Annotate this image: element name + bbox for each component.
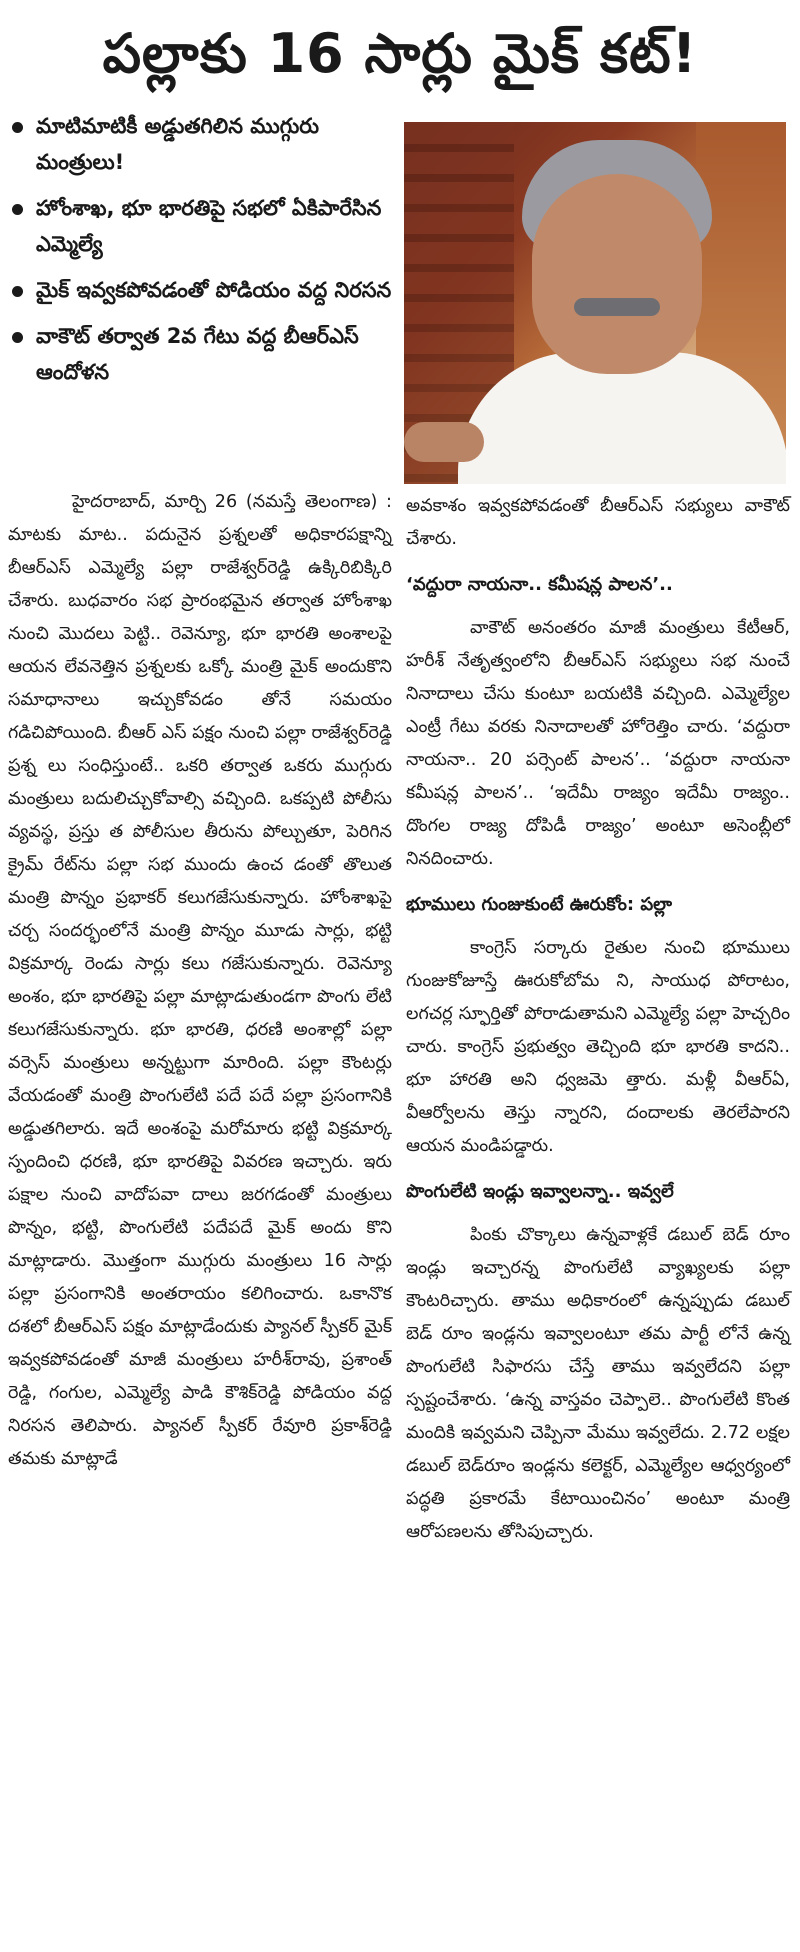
highlights-list — [8, 108, 400, 400]
highlight-item: హోంశాఖ, భూ భారతిపై సభలో ఏకిపారేసిన ఎమ్మెల్యే — [8, 190, 400, 262]
article-paragraph: కాంగ్రెస్ సర్కారు రైతుల నుంచి భూములు గుంజుకోజూస్తే ఊరుకోబోమ ని, సాయుధ పోరాటం, లగచర్ల స్ఫూర్తితో పోరాడుతామని ఎమ్మెల్యే పల్లా హెచ్చరిం చారు. కాంగ్రెస్ ప్రభుత్వం తెచ్చింది భూ భారతి కాదని.. భూ హారతి అని ధ్వజమె త్తారు. మళ్లీ వీఆర్ఏ, వీఆర్వోలను తెస్తు న్నారని, దందాలకు తెరలేపారని ఆయన మండిపడ్డారు. — [406, 938, 790, 1156]
highlight-item: మైక్ ఇవ్వకపోవడంతో పోడియం వద్ద నిరసన — [8, 272, 400, 308]
article-paragraph: పింకు చొక్కాలు ఉన్నవాళ్లకే డబుల్ బెడ్ రూం ఇండ్లు ఇచ్చారన్న పొంగులేటి వ్యాఖ్యలకు పల్లా కౌంటరిచ్చారు. తాము అధికారంలో ఉన్నప్పుడు డబుల్ బెడ్ రూం ఇండ్లను ఇవ్వాలంటూ తమ పార్టీ లోనే ఉన్న పొంగులేటి సిఫారసు చేస్తే తాము ఇవ్వలేదని పల్లా స్పష్టంచేశారు. ‘ఉన్న వాస్తవం చెప్పాలె.. పొంగులేటి కొంత మందికి ఇవ్వమని చెప్పినా మేము ఇవ్వలేదు. 2.72 లక్షల డబుల్ బెడ్‌రూం ఇండ్లను కలెక్టర్, ఎమ్మెల్యేల ఆధ్వర్యంలో పద్ధతి ప్రకారమే కేటాయించినం’ అంటూ మంత్రి ఆరోపణలను తోసిపుచ్చారు. — [406, 1225, 790, 1542]
article-paragraph: వాకౌట్ అనంతరం మాజీ మంత్రులు కేటీఆర్, హరీశ్ నేతృత్వంలోని బీఆర్ఎస్ సభ్యులు సభ నుంచే నినాదాలు చేసు కుంటూ బయటికి వచ్చింది. ఎమ్మెల్యేల ఎంట్రీ గేటు వరకు నినాదాలతో హోరెత్తిం చారు. ‘వద్దురా నాయనా.. 20 పర్సెంట్ పాలన’.. ‘వద్దురా నాయనా కమీషన్ల పాలన’.. ‘ఇదేమీ రాజ్యం ఇదేమీ రాజ్యం.. దొంగల రాజ్య దోపిడీ రాజ్యం’ అంటూ అసెంబ్లీలో నినదించారు. — [406, 618, 790, 869]
article-left-column — [8, 486, 392, 1484]
highlight-item: వాకౌట్ తర్వాత 2వ గేటు వద్ద బీఆర్ఎస్ ఆందోళన — [8, 318, 400, 390]
headline: పల్లాకు 16 సార్లు మైక్ కట్! — [102, 22, 698, 85]
article-right-column — [406, 490, 790, 1557]
section-heading: పొంగులేటి ఇండ్లు ఇవ్వాలన్నా.. ఇవ్వలే — [406, 1181, 674, 1202]
person-photo — [404, 122, 786, 484]
article-paragraph: అవకాశం ఇవ్వకపోవడంతో బీఆర్ఎస్ సభ్యులు వాకౌట్ చేశారు. — [406, 496, 790, 549]
section-heading: భూములు గుంజుకుంటే ఊరుకోం: పల్లా — [406, 894, 672, 915]
photo-face — [532, 174, 702, 374]
section-heading: ‘వద్దురా నాయనా.. కమీషన్ల పాలన’.. — [406, 574, 673, 595]
photo-hand — [404, 422, 484, 462]
photo-mustache — [574, 298, 660, 316]
article-paragraph: హైదరాబాద్, మార్చి 26 (నమస్తే తెలంగాణ) : మాటకు మాట.. పదునైన ప్రశ్నలతో అధికారపక్షాన్ని బీఆర్ఎస్ ఎమ్మెల్యే పల్లా రాజేశ్వర్‌రెడ్డి ఉక్కిరిబిక్కిరి చేశారు. బుధవారం సభ ప్రారంభమైన తర్వాత హోంశాఖ నుంచి మొదలు పెట్టి.. రెవెన్యూ, భూ భారతి అంశాలపై ఆయన లేవనెత్తిన ప్రశ్నలకు ఒక్కో మంత్రి మైక్ అందుకొని సమాధానాలు ఇచ్చుకోవడం తోనే సమయం గడిచిపోయింది. బీఆర్ ఎస్ పక్షం నుంచి పల్లా రాజేశ్వర్‌రెడ్డి ప్రశ్న లు సంధిస్తుంటే.. ఒకరి తర్వాత ఒకరు ముగ్గురు మంత్రులు బదులిచ్చుకోవాల్సి వచ్చింది. ఒకప్పటి పోలీసు వ్యవస్థ, ప్రస్తు త పోలీసుల తీరును పోల్చుతూ, పెరిగిన క్రైమ్ రేట్‌ను పల్లా సభ ముందు ఉంచ డంతో తొలుత మంత్రి పొన్నం ప్రభాకర్ కలుగజేసుకున్నారు. హోంశాఖపై చర్చ సందర్భంలోనే మంత్రి పొన్నం మూడు సార్లు, భట్టి విక్రమార్క రెండు సార్లు కలు గజేసుకున్నారు. రెవెన్యూ అంశం, భూ భారతిపై పల్లా మాట్లాడుతుండగా పొంగు లేటి కలుగజేసుకున్నారు. భూ భారతి, ధరణి అంశాల్లో పల్లా వర్సెస్ మంత్రులు అన్నట్టుగా మారింది. పల్లా కౌంటర్లు వేయడంతో మంత్రి పొంగులేటి పదే పదే పల్లా ప్రసంగానికి అడ్డుతగిలారు. ఇదే అంశంపై మరోమారు భట్టి విక్రమార్క స్పందించి ధరణి, భూ భారతిపై వివరణ ఇచ్చారు. ఇరు పక్షాల నుంచి వాదోపవా దాలు జరగడంతో మంత్రులు పొన్నం, భట్టి, పొంగులేటి పదేపదే మైక్ అందు కొని మాట్లాడారు. మొత్తంగా ముగ్గురు మంత్రులు 16 సార్లు పల్లా ప్రసంగానికి అంతరాయం కలిగించారు. ఒకానొక దశలో బీఆర్ఎస్ పక్షం మాట్లాడేందుకు ప్యానల్ స్పీకర్ మైక్ ఇవ్వకపోవడంతో మాజీ మంత్రులు హరీశ్‌రావు, ప్రశాంత్ రెడ్డి, గంగుల, ఎమ్మెల్యే పాడి కౌశిక్‌రెడ్డి పోడియం వద్ద నిరసన తెలిపారు. ప్యానల్ స్పీకర్ రేవూరి ప్రకాశ్‌రెడ్డి తమకు మాట్లాడే — [8, 492, 392, 1469]
highlight-item: మాటిమాటికీ అడ్డుతగిలిన ముగ్గురు మంత్రులు! — [8, 108, 400, 180]
